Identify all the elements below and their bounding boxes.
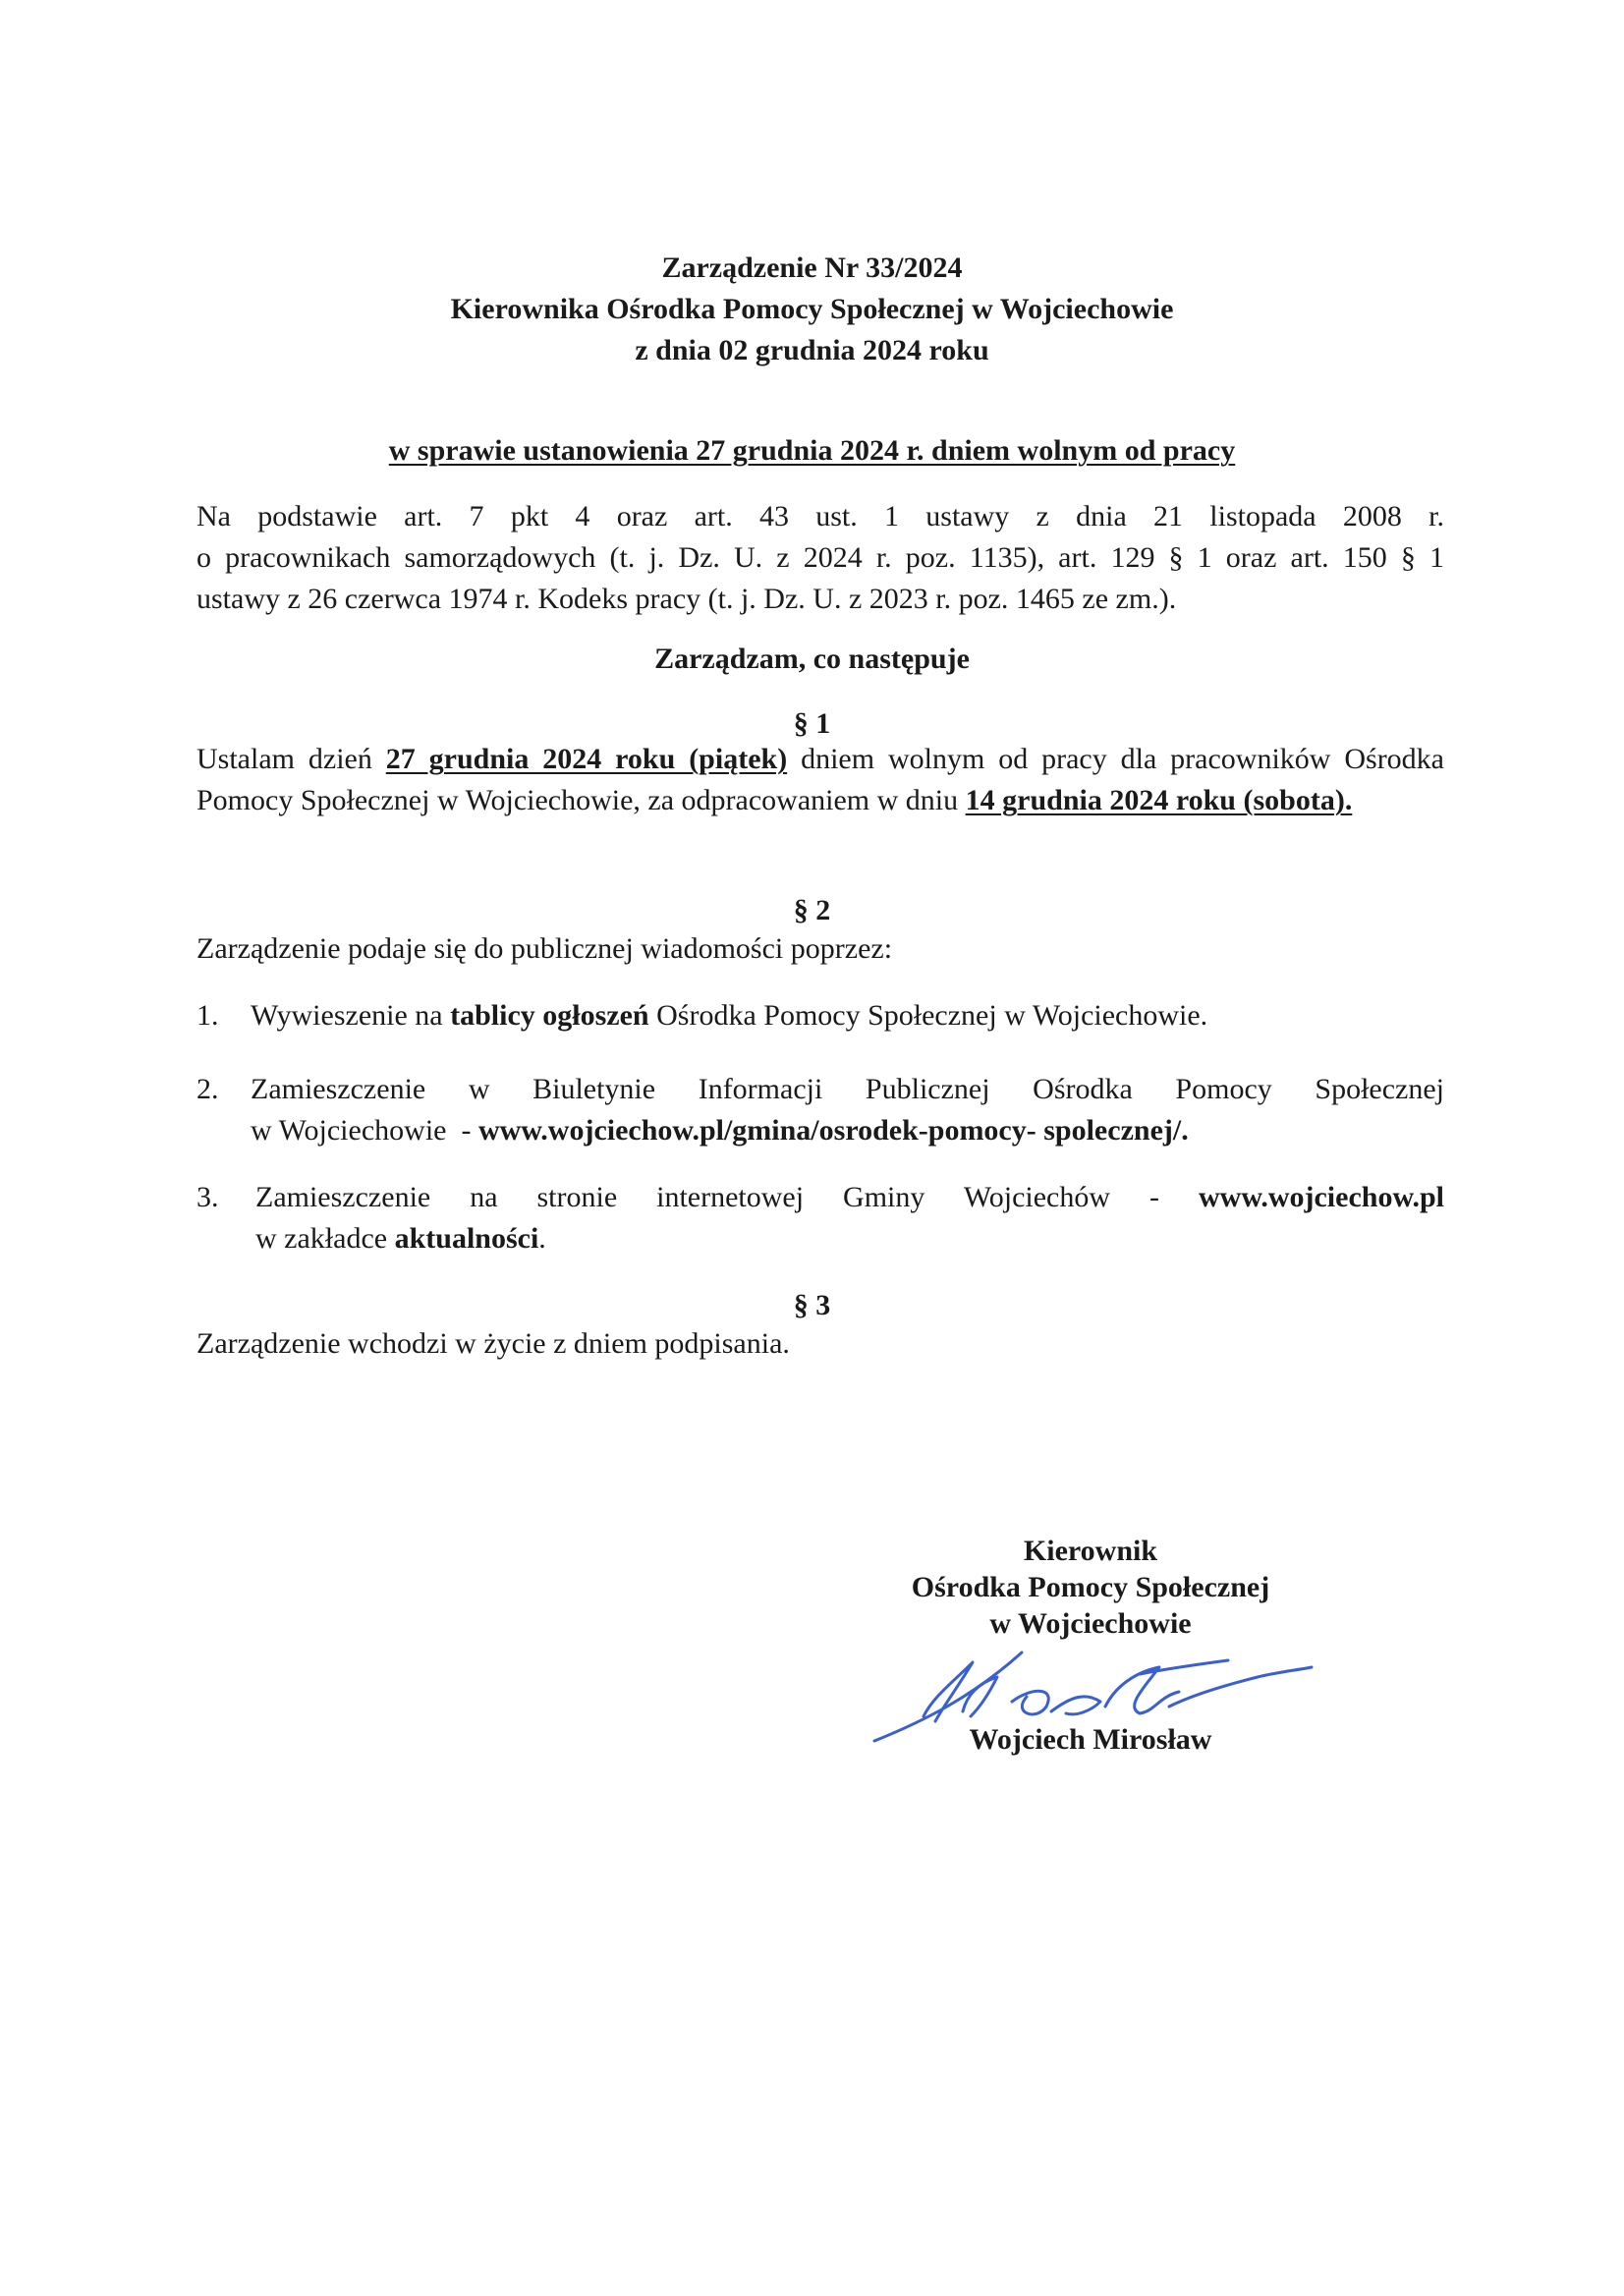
- list-item-number: 1.: [196, 999, 219, 1032]
- list-item-number: 2.: [196, 1073, 219, 1105]
- signatory-institution: Ośrodka Pomocy Społecznej: [911, 1571, 1270, 1603]
- list-item-text: Ośrodka Pomocy Społecznej w Wojciechowie.: [648, 999, 1208, 1032]
- list-item-text: Wywieszenie na: [251, 999, 451, 1032]
- list-item-text: w zakładce: [255, 1222, 395, 1255]
- list-item-text: .: [538, 1222, 546, 1255]
- section-3-text: Zarządzenie wchodzi w życie z dniem podpisania.: [196, 1327, 790, 1360]
- legal-basis-line-3: ustawy z 26 czerwca 1974 r. Kodeks pracy (t. j. Dz. U. z 2023 r. poz. 1465 ze zm.).: [196, 583, 1177, 615]
- subject-text: w sprawie ustanowienia 27 grudnia 2024 r. dniem wolnym od pracy: [388, 434, 1236, 467]
- news-tab-text: aktualności: [394, 1222, 539, 1255]
- legal-basis: [196, 496, 1444, 620]
- bip-link[interactable]: www.wojciechow.pl/gmina/osrodek-pomocy- spolecznej/.: [477, 1114, 1189, 1147]
- signatory-name: Wojciech Mirosław: [969, 1723, 1212, 1756]
- legal-basis-line-2: o pracownikach samorządowych (t. j. Dz. U. z 2024 r. poz. 1135), art. 129 § 1 oraz art. 150 § 1: [196, 541, 1444, 574]
- list-item-text: Zamieszczenie na stronie internetowej Gminy Wojciechów -: [255, 1181, 1199, 1213]
- document-title: Zarządzenie Nr 33/2024: [661, 252, 963, 284]
- list-item-number: 3.: [196, 1181, 219, 1213]
- list-item: [196, 1069, 1444, 1151]
- section-1-text-start: Ustalam dzień: [196, 743, 386, 775]
- section-1-heading: § 1: [793, 707, 831, 740]
- date-line: z dnia 02 grudnia 2024 roku: [635, 334, 989, 366]
- signatory-title: Kierownik: [1023, 1535, 1158, 1567]
- list-item: [196, 995, 1444, 1036]
- list-item: [196, 1177, 1444, 1260]
- section-3-heading: § 3: [793, 1289, 831, 1321]
- section-1-text-middle: dniem wolnym od pracy dla pracowników Ośrodka Pomocy Społecznej w Wojciechowie, za odpracowaniem w dniu: [196, 743, 1444, 816]
- section-1-text: [196, 739, 1444, 821]
- signatory-institution-location: w Wojciechowie: [989, 1607, 1192, 1640]
- ordering-phrase: Zarządzam, co następuje: [654, 643, 970, 675]
- issuer-line: Kierownika Ośrodka Pomocy Społecznej w Wojciechowie: [450, 293, 1174, 325]
- day-off-date: 27 grudnia 2024 roku (piątek): [385, 743, 788, 775]
- legal-basis-line-1: Na podstawie art. 7 pkt 4 oraz art. 43 ust. 1 ustawy z dnia 21 listopada 2008 r.: [196, 500, 1444, 532]
- workday-date: 14 grudnia 2024 roku (sobota).: [965, 784, 1353, 816]
- list-item-text: w Wojciechowie -: [251, 1114, 478, 1147]
- section-2-intro: Zarządzenie podaje się do publicznej wiadomości poprzez:: [196, 932, 893, 965]
- website-link[interactable]: www.wojciechow.pl: [1199, 1181, 1444, 1213]
- subject-line: [0, 436, 1624, 466]
- section-2-heading: § 2: [793, 894, 831, 926]
- list-item-text: Zamieszczenie w Biuletynie Informacji Publicznej Ośrodka Pomocy Społecznej: [251, 1073, 1444, 1105]
- notice-board-text: tablicy ogłoszeń: [450, 999, 649, 1032]
